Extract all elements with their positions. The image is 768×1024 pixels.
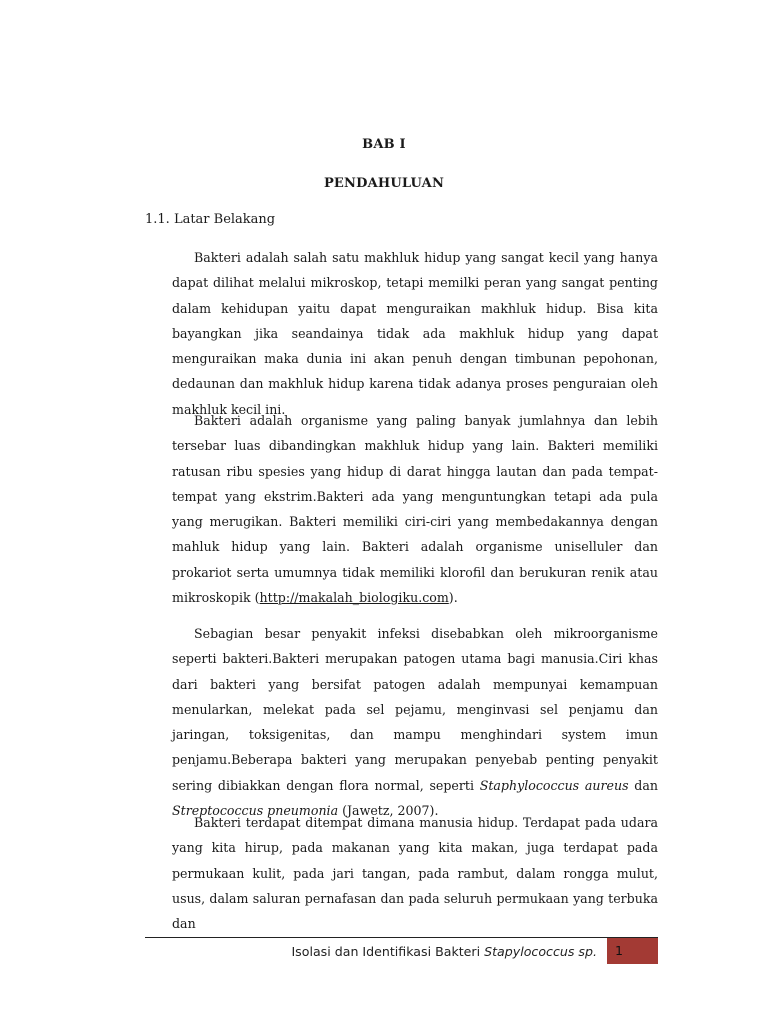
paragraph-4: Bakteri terdapat ditempat dimana manusia hidup. Terdapat pada udara yang kita hirup, pada makanan yang kita makan, juga terdapat pada permukaan kulit, pada jari tangan, pada rambut, dalam rongga mulut, usus, dalam saluran pernafasan dan pada seluruh permukaan yang terbuka dan [172, 815, 658, 932]
footer-species: Stapylococcus sp. [484, 944, 597, 959]
section-heading: 1.1. Latar Belakang [145, 212, 276, 227]
paragraph-1: Bakteri adalah salah satu makhluk hidup yang sangat kecil yang hanya dapat dilihat melalui mikroskop, tetapi memilki peran yang sangat penting dalam kehidupan yaitu dapat menguraikan makhluk hidup. Bisa kita bayangkan jika seandainya tidak ada makhluk hidup yang dapat menguraikan maka dunia ini akan penuh dengan timbunan pepohonan, dedaunan dan makhluk hidup karena tidak adanya proses penguraian oleh makhluk kecil ini. [172, 250, 658, 417]
page-number: 1 [607, 938, 658, 964]
paragraph-3 [172, 621, 658, 823]
footer-title-text: Isolasi dan Identifikasi Bakteri [291, 944, 485, 959]
citation: (Jawetz, 2007). [338, 803, 439, 819]
paragraph-2-text: Bakteri adalah organisme yang paling banyak jumlahnya dan lebih tersebar luas dibandingkan makhluk hidup yang lain. Bakteri memiliki ratusan ribu spesies yang hidup di darat hingga lautan dan pada tempat-tempat yang ekstrim.Bakteri ada yang menguntungkan tetapi ada pula yang merugikan. Bakteri memiliki ciri-ciri yang membedakannya dengan mahluk hidup yang lain. Bakteri adalah organisme uniselluler dan prokariot serta umumnya tidak memiliki klorofil dan berukuran renik atau mikroskopik ( [172, 413, 658, 606]
paragraph-3-text: Sebagian besar penyakit infeksi disebabkan oleh mikroorganisme seperti bakteri.Bakteri merupakan patogen utama bagi manusia.Ciri khas dari bakteri yang bersifat patogen adalah mempunyai kemampuan menularkan, melekat pada sel pejamu, menginvasi sel penjamu dan jaringan, toksigenitas, dan mampu menghindari system imun penjamu.Beberapa bakteri yang merupakan penyebab penting penyakit sering dibiakkan dengan flora normal, seperti [172, 626, 658, 793]
paragraph-2-end: ). [448, 590, 458, 606]
species-name: Streptococcus pneumonia [172, 803, 339, 819]
chapter-number: BAB I [362, 137, 406, 152]
conjunction: dan [628, 777, 658, 793]
footer-divider [145, 937, 658, 938]
chapter-title: PENDAHULUAN [323, 176, 445, 191]
reference-link[interactable]: http://makalah_biologiku.com [259, 590, 449, 606]
paragraph-2 [172, 408, 658, 610]
footer-title [291, 944, 597, 959]
species-name: Staphylococcus aureus [479, 777, 629, 793]
